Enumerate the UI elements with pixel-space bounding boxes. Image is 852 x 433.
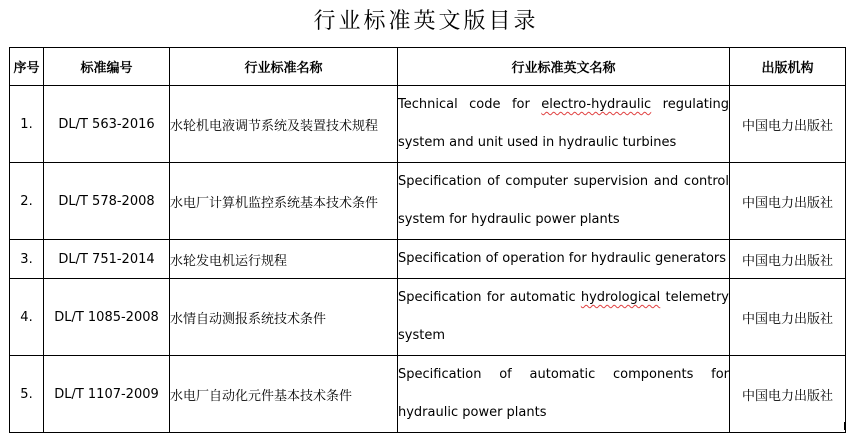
- header-publisher: 出版机构: [730, 48, 846, 86]
- row-en-name: [398, 356, 730, 433]
- en-name-text: telemetry system: [398, 290, 729, 343]
- en-name-text: Specification of computer supervision and control system for hydraulic power plants: [398, 174, 729, 227]
- row-publisher: 中国电力出版社: [730, 240, 846, 279]
- table-row: [10, 240, 846, 279]
- row-cn-name: 水情自动测报系统技术条件: [170, 279, 398, 356]
- row-no: 4.: [10, 279, 44, 356]
- row-en-name: [398, 163, 730, 240]
- standards-table: [9, 47, 846, 433]
- row-no: 5.: [10, 356, 44, 433]
- row-code: DL/T 1085-2008: [44, 279, 170, 356]
- row-cn-name: 水轮机电液调节系统及装置技术规程: [170, 86, 398, 163]
- row-publisher: 中国电力出版社: [730, 279, 846, 356]
- row-publisher: 中国电力出版社: [730, 86, 846, 163]
- en-name-text: Specification for automatic: [398, 290, 581, 305]
- page-title: 行业标准英文版目录: [313, 9, 539, 34]
- table-row: [10, 86, 846, 163]
- table-row: [10, 163, 846, 240]
- en-name-text: Specification of automatic components for hydraulic power plants: [398, 367, 729, 420]
- row-cn-name: 水电厂计算机监控系统基本技术条件: [170, 163, 398, 240]
- row-code: DL/T 1107-2009: [44, 356, 170, 433]
- row-publisher: 中国电力出版社: [730, 356, 846, 433]
- header-no: 序号: [10, 48, 44, 86]
- row-cn-name: 水电厂自动化元件基本技术条件: [170, 356, 398, 433]
- row-no: 3.: [10, 240, 44, 279]
- row-code: DL/T 578-2008: [44, 163, 170, 240]
- row-code: DL/T 751-2014: [44, 240, 170, 279]
- table-continuation: [9, 422, 845, 430]
- header-code: 标准编号: [44, 48, 170, 86]
- table-row: [10, 356, 846, 433]
- spellcheck-flagged-word: electro-hydraulic: [541, 97, 652, 112]
- table-header-row: [10, 48, 846, 86]
- row-publisher: 中国电力出版社: [730, 163, 846, 240]
- spellcheck-flagged-word: hydrological: [580, 290, 661, 305]
- table-row: [10, 279, 846, 356]
- row-no: 1.: [10, 86, 44, 163]
- header-cn-name: 行业标准名称: [170, 48, 398, 86]
- row-cn-name: 水轮发电机运行规程: [170, 240, 398, 279]
- en-name-text: regulating system and unit used in hydraulic turbines: [398, 97, 729, 150]
- en-name-text: Technical code for: [398, 97, 542, 112]
- header-en-name: 行业标准英文名称: [398, 48, 730, 86]
- en-name-text: Specification of operation for hydraulic generators: [398, 251, 727, 266]
- row-no: 2.: [10, 163, 44, 240]
- row-code: DL/T 563-2016: [44, 86, 170, 163]
- row-en-name: [398, 86, 730, 163]
- row-en-name: [398, 240, 730, 279]
- row-en-name: [398, 279, 730, 356]
